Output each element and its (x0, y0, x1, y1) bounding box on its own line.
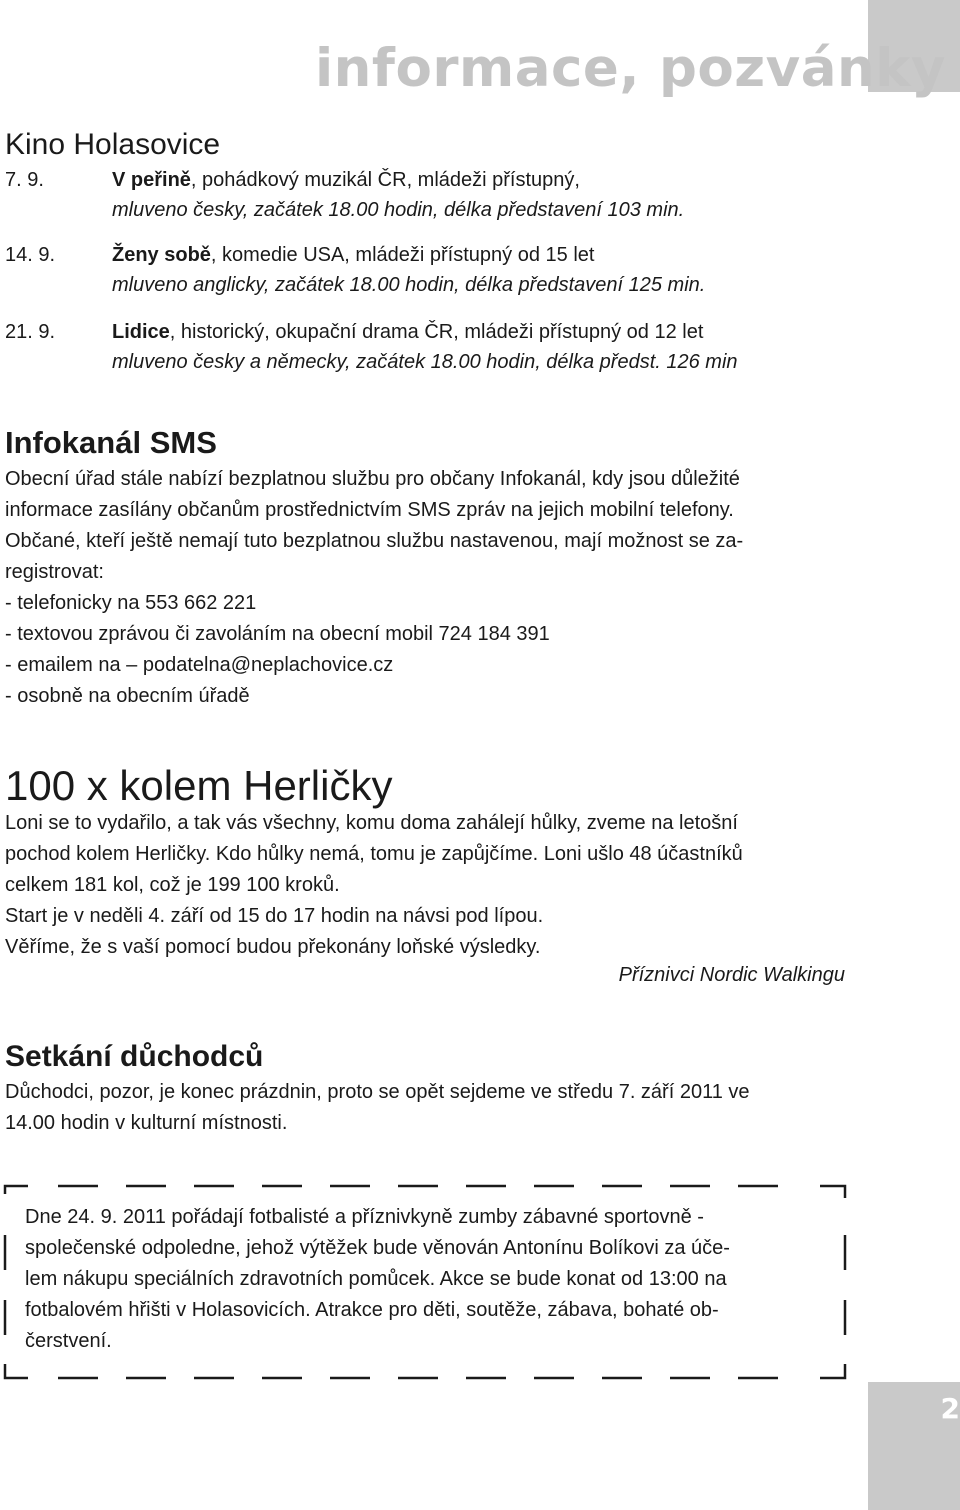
herlicky-line: pochod kolem Herličky. Kdo hůlky nemá, tomu je zapůjčíme. Loni ušlo 48 účastníků (5, 843, 743, 865)
setkani-section-title: Setkání důchodců (5, 1040, 264, 1073)
infokanal-line: registrovat: (5, 561, 104, 583)
kino-section-title: Kino Holasovice (5, 128, 221, 161)
film-date: 7. 9. (5, 169, 44, 191)
notice-line: společenské odpoledne, jehož výtěžek bude věnován Antonínu Bolíkovi za úče- (25, 1237, 730, 1259)
infokanal-sms-line: - textovou zprávou či zavoláním na obecní mobil 724 184 391 (5, 623, 550, 645)
film-item (5, 165, 875, 225)
setkani-line: 14.00 hodin v kulturní místnosti. (5, 1112, 288, 1134)
film-description: , komedie USA, mládeži přístupný od 15 let (210, 244, 595, 266)
film-item (5, 240, 875, 300)
notice-line: Dne 24. 9. 2011 pořádají fotbalisté a příznivkyně zumby zábavné sportovně - (25, 1206, 704, 1228)
herlicky-line: celkem 181 kol, což je 199 100 kroků. (5, 874, 340, 896)
notice-line: lem nákupu speciálních zdravotních pomůcek. Akce se bude konat od 13:00 na (25, 1268, 727, 1290)
film-name: V peřině (112, 169, 191, 191)
infokanal-personal-line: - osobně na obecním úřadě (5, 685, 250, 707)
film-description: , pohádkový muzikál ČR, mládeži přístupný, (190, 169, 580, 191)
herlicky-line: Věříme, že s vaší pomocí budou překonány loňské výsledky. (5, 936, 541, 958)
film-detail: mluveno česky a německy, začátek 18.00 hodin, délka předst. 126 min (112, 351, 738, 373)
herlicky-signature: Příznivci Nordic Walkingu (618, 964, 845, 986)
film-date: 21. 9. (5, 321, 56, 343)
herlicky-line: Start je v neděli 4. září od 15 do 17 hodin na návsi pod lípou. (5, 905, 544, 927)
infokanal-section-title: Infokanál SMS (5, 425, 217, 460)
notice-line: čerstvení. (25, 1330, 112, 1352)
film-name: Lidice (112, 321, 170, 343)
film-item (5, 317, 875, 377)
film-date: 14. 9. (5, 244, 56, 266)
film-detail: mluveno česky, začátek 18.00 hodin, délka představení 103 min. (112, 199, 685, 221)
infokanal-line: Občané, kteří ještě nemají tuto bezplatnou službu nastavenou, mají možnost se za- (5, 530, 744, 552)
herlicky-body (5, 808, 847, 963)
herlicky-line: Loni se to vydařilo, a tak vás všechny, komu doma zahálejí hůlky, zveme na letošní (5, 812, 738, 834)
notice-line: fotbalovém hřišti v Holasovicích. Atrakce pro děti, soutěže, zábava, bohaté ob- (25, 1299, 719, 1321)
infokanal-email-line: - emailem na – podatelna@neplachovice.cz (5, 654, 394, 676)
infokanal-phone-line: - telefonicky na 553 662 221 (5, 592, 257, 614)
setkani-line: Důchodci, pozor, je konec prázdnin, proto se opět sejdeme ve středu 7. září 2011 ve (5, 1081, 750, 1103)
page-title: informace, pozvánky (315, 38, 946, 99)
infokanal-body (5, 464, 847, 712)
infokanal-line: informace zasílány občanům prostřednictvím SMS zpráv na jejich mobilní telefony. (5, 499, 734, 521)
film-description: , historický, okupační drama ČR, mládeži přístupný od 12 let (169, 321, 704, 343)
infokanal-line: Obecní úřad stále nabízí bezplatnou službu pro občany Infokanál, kdy jsou důležité (5, 468, 740, 490)
film-name: Ženy sobě (112, 244, 211, 266)
setkani-body (5, 1077, 847, 1139)
page-number: 2 (940, 1392, 960, 1425)
film-detail: mluveno anglicky, začátek 18.00 hodin, délka představení 125 min. (112, 274, 706, 296)
notice-body (25, 1202, 825, 1357)
herlicky-section-title: 100 x kolem Herličky (5, 762, 393, 809)
